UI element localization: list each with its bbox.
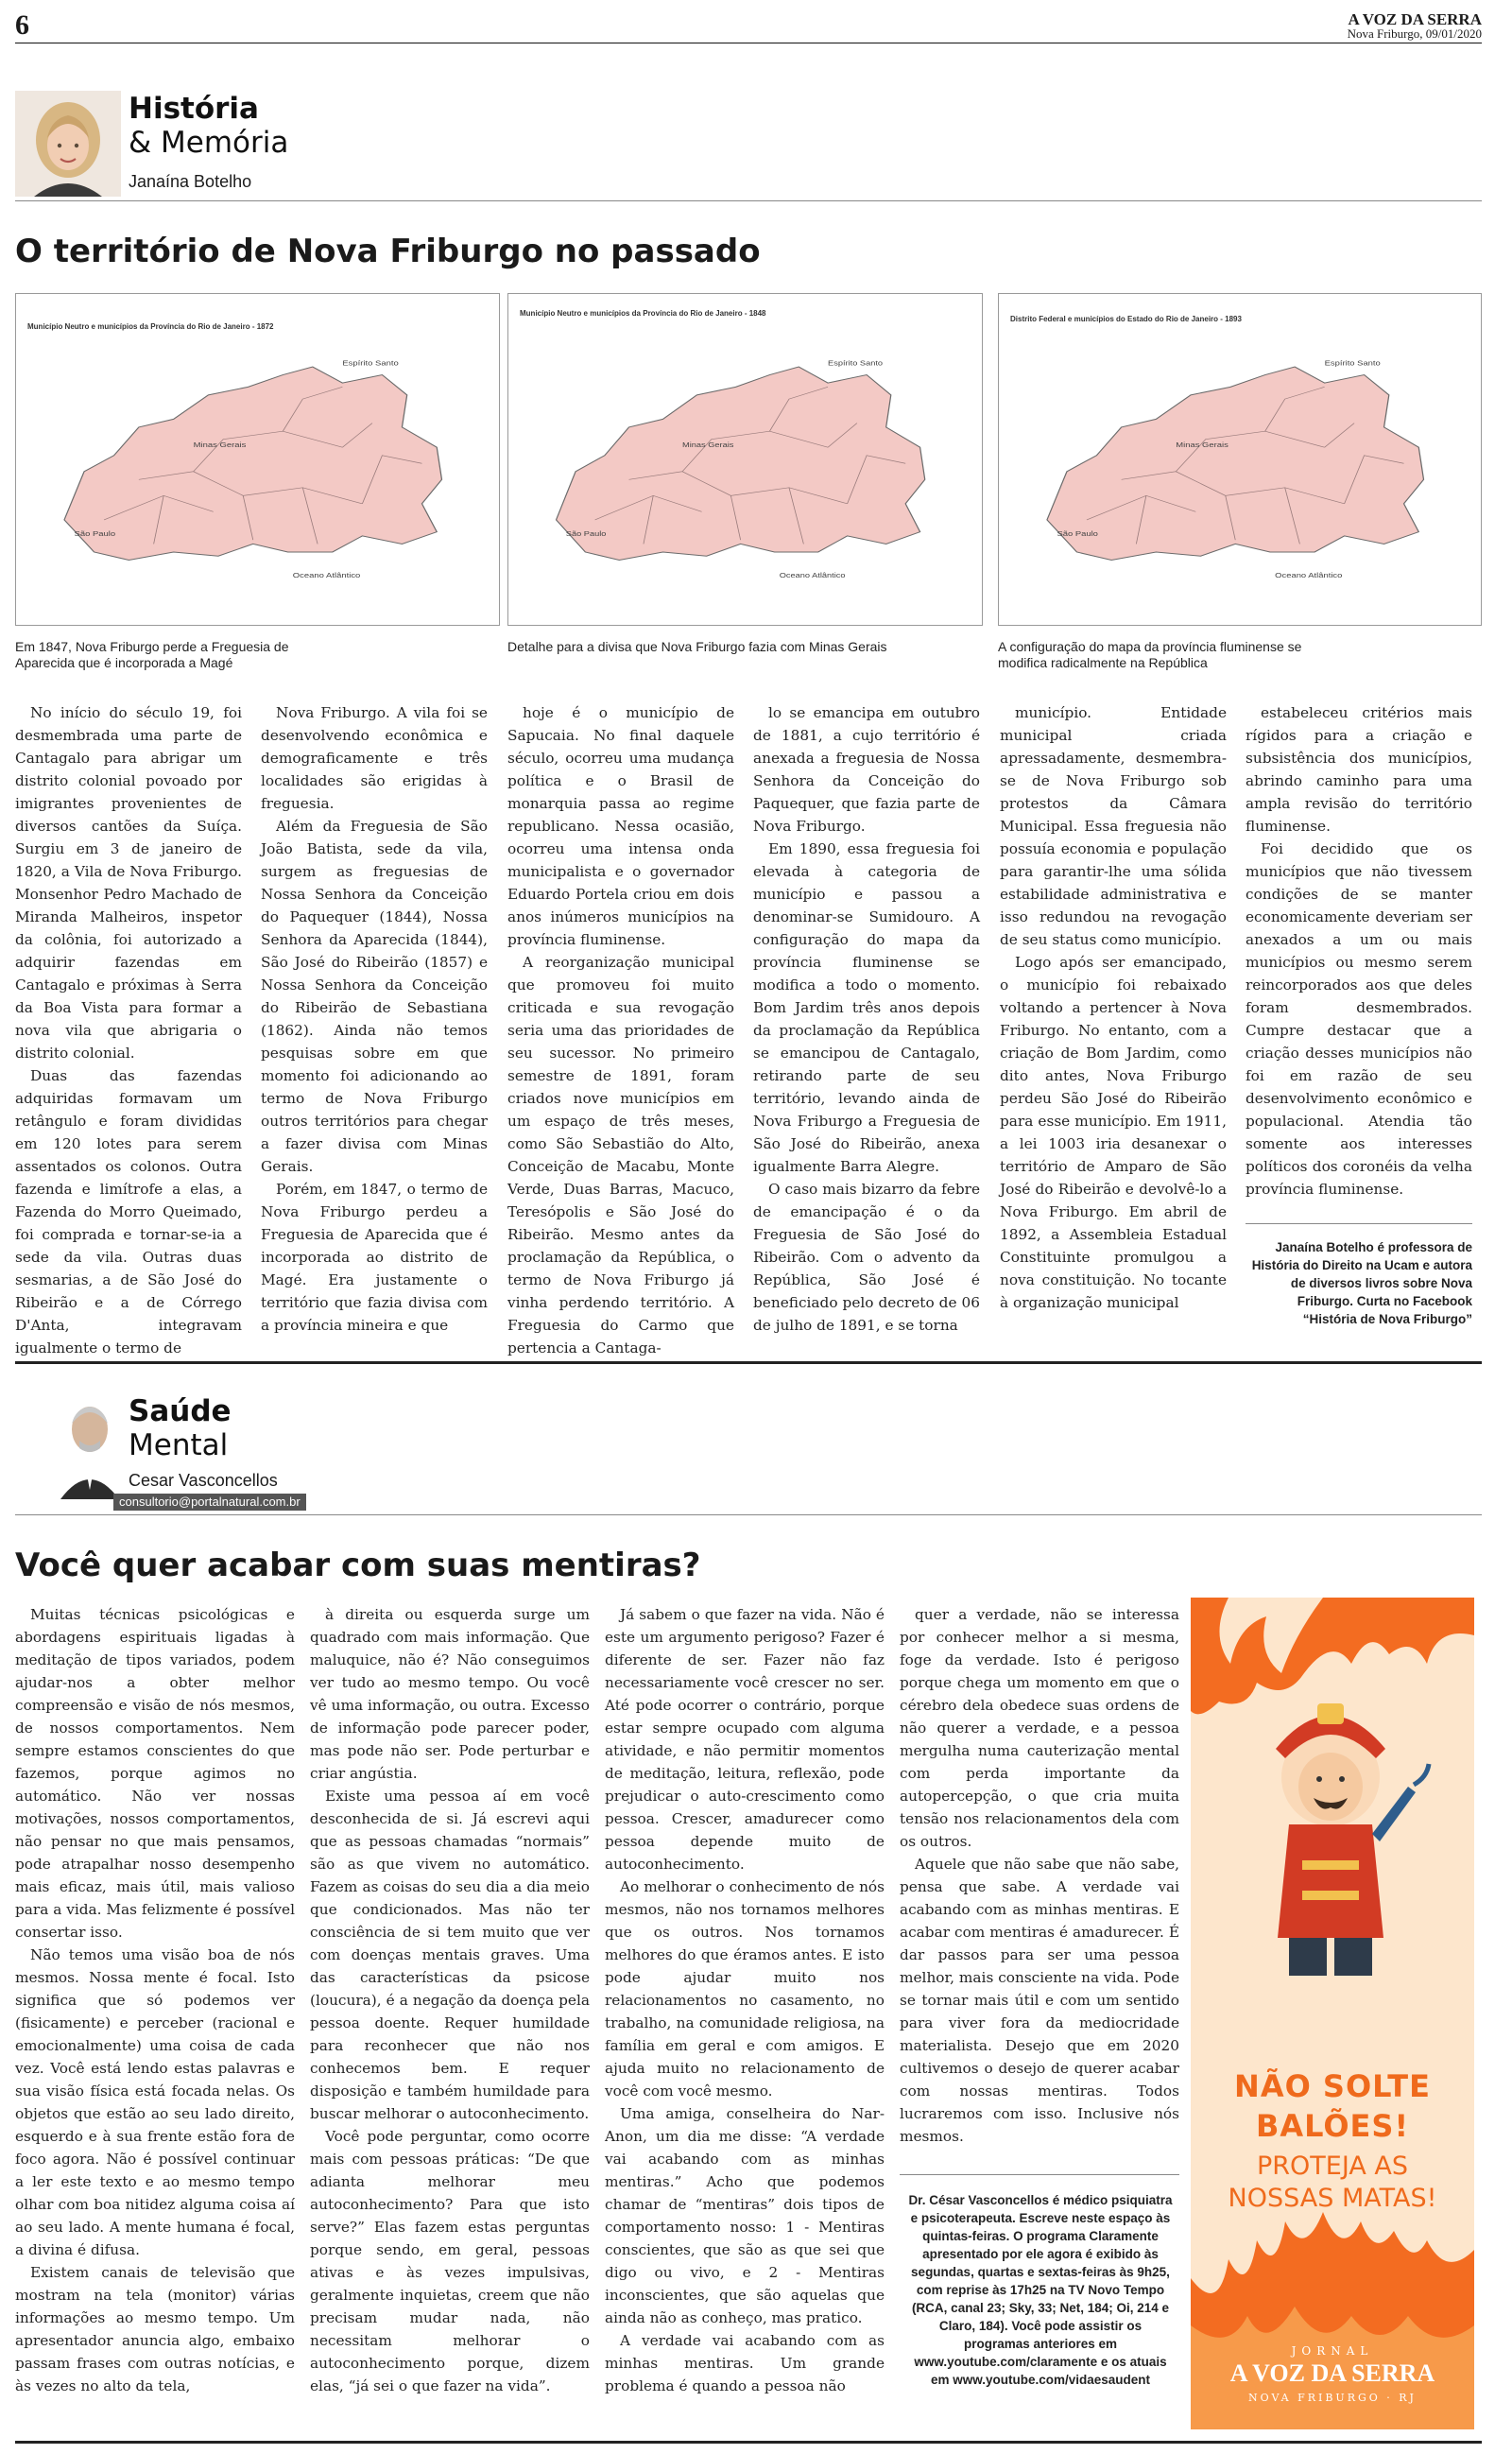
article-paragraph: hoje é o município de Sapucaia. No final daquele século, ocorreu uma mudança política e o Brasil de monarquia passa ao regime republicano. Nessa ocasião, ocorreu uma intensa onda municipalista e o governador Eduardo Portela criou em dois anos inúmeros municípios na província fluminense. [507, 704, 734, 948]
bio-divider [1246, 1223, 1472, 1224]
ad-logo-city: NOVA FRIBURGO · RJ [1248, 2392, 1417, 2404]
section-kicker-health: Saúde [129, 1394, 232, 1428]
article-column [1000, 701, 1227, 1314]
article-paragraph: Existe uma pessoa aí em você desconhecida de si. Já escrevi aqui que as pessoas chamadas “normais” são as que vivem no automático. Fazem as coisas do seu dia a dia meio que condicionados. Mas não ter consciência de si tem muito que ver com doenças mentais graves. Uma das características da psicose (loucura), é a negação da doença pela pessoa doente. Requer humildade para reconhecer que não nos conhecemos bem. E requer disposição e também humildade para buscar melhorar o autoconhecimento. [310, 1788, 590, 2122]
map-caption: Detalhe para a divisa que Nova Friburgo fazia com Minas Gerais [507, 639, 887, 654]
article-paragraph: lo se emancipa em outubro de 1881, a cujo território é anexada a freguesia de Nossa Senhora da Conceição do Paquequer, que fazia parte de Nova Friburgo. [753, 704, 980, 835]
ad-headline-2: BALÕES! [1255, 2108, 1410, 2144]
map-region-label: São Paulo [1057, 528, 1098, 538]
author-email[interactable]: consultorio@portalnatural.com.br [113, 1494, 306, 1511]
divider [15, 1514, 1482, 1515]
map-title: Município Neutro e municípios da Província do Rio de Janeiro - 1872 [27, 322, 274, 331]
bio-divider [900, 2174, 1179, 2175]
map-region-label: São Paulo [74, 528, 116, 538]
map-title: Distrito Federal e municípios do Estado do Rio de Janeiro - 1893 [1010, 315, 1242, 323]
map-1893 [998, 293, 1482, 626]
article-headline: O território de Nova Friburgo no passado [15, 233, 761, 270]
author-name: Cesar Vasconcellos [129, 1471, 278, 1490]
ad-headline-1: NÃO SOLTE [1234, 2068, 1431, 2104]
article-paragraph: Além da Freguesia de São João Batista, sede da vila, surgem as freguesias de Nossa Senhora da Conceição do Paquequer (1844), Nossa Senhora da Aparecida (1844), São José do Ribeirão (1857) e Nossa Senhora da Conceição do Ribeirão de Sebastiana (1862). Ainda não temos pesquisas sobre em que momento foi adicionando ao termo de Nova Friburgo outros territórios para chegar a fazer divisa com Minas Gerais. [261, 818, 488, 1175]
map-caption: A configuração do mapa da província fluminense se modifica radicalmente na República [998, 639, 1302, 670]
campaign-advertisement [1191, 1598, 1474, 2429]
page-header [15, 11, 1482, 43]
map-region-label: Oceano Atlântico [1275, 571, 1343, 580]
section-kicker-memory: & Memória [129, 126, 289, 160]
state-outline [557, 367, 925, 560]
page-bottom-rule [15, 2441, 1482, 2444]
article-paragraph: Já sabem o que fazer na vida. Não é este um argumento perigoso? Fazer é diferente de ser. Fazer não faz necessariamente você crescer no ser. Até pode ocorrer o contrário, porque estar sempre ocupado com alguma atividade, e não permitir momentos de meditação, leitura, reflexão, pode prejudicar o auto-crescimento como pessoa. Crescer, amadurecer como pessoa depende muito de autoconhecimento. [605, 1606, 885, 1873]
article-headline: Você quer acabar com suas mentiras? [15, 1547, 701, 1584]
map-region-label: Espírito Santo [1324, 358, 1381, 368]
map-1872 [15, 293, 500, 626]
article-paragraph: Logo após ser emancipado, o município foi rebaixado voltando a pertencer à Nova Friburgo. No entanto, com a criação de Bom Jardim, como dito antes, Nova Friburgo perdeu São José do Ribeirão para esse município. Em 1911, a lei 1003 iria desanexar o território de Amparo de São José do Ribeirão e devolvê-lo a Nova Friburgo. Em abril de 1892, a Assembleia Estadual Constituinte promulgou a nova constituição. No tocante à organização municipal [1000, 954, 1227, 1311]
masthead [1348, 11, 1482, 41]
article-paragraph: Ao melhorar o conhecimento de nós mesmos, não nos tornamos melhores que os outros. Nos tornamos melhores do que éramos antes. E isto pode ajudar muito nos relacionamentos no casamento, no trabalho, na comunidade religiosa, na família em geral e com amigos. E ajuda muito no relacionamento de você com você mesmo. [605, 1878, 885, 2100]
state-outline [64, 367, 441, 560]
ad-logo-small: JORNAL [1291, 2344, 1374, 2358]
author-name: Janaína Botelho [129, 172, 252, 191]
author-photo-cesar [57, 1395, 123, 1499]
map-region-label: São Paulo [565, 528, 607, 538]
article-paragraph: Nova Friburgo. A vila foi se desenvolvendo econômica e demograficamente e três localidades são erigidas à freguesia. [261, 704, 488, 812]
article-column [900, 1603, 1179, 2148]
article-column [605, 1603, 885, 2397]
state-map-graphic [999, 294, 1481, 625]
article-paragraph: O caso mais bizarro da febre de emancipação é o da Freguesia de São José do Ribeirão. Com o advento da República, São José é beneficiado pelo decreto de 06 de julho de 1891, e se torna [753, 1181, 980, 1334]
page-number: 6 [15, 9, 29, 41]
article-paragraph: Duas das fazendas adquiridas formavam um retângulo e foram divididas em 120 lotes para serem assentados os colonos. Outra fazenda e limítrofe a elas, a Fazenda do Morro Queimado, foi comprada e tornar-se-ia a sede da vila. Outras duas sesmarias, a de São José do Ribeirão e a de Córrego D'Anta, integravam igualmente o termo de [15, 1067, 242, 1357]
map-region-label: Oceano Atlântico [779, 570, 846, 580]
ad-logo: A VOZ DA SERRA [1229, 2359, 1435, 2387]
article-column [15, 1603, 295, 2397]
state-map-graphic [16, 294, 499, 625]
author-bio: Janaína Botelho é professora de História do Direito na Ucam e autora de diversos livros sobre Nova Friburgo. Curta no Facebook “História de Nova Friburgo” [1251, 1240, 1472, 1326]
map-title: Município Neutro e municípios da Província do Rio de Janeiro - 1848 [520, 309, 766, 318]
map-1848 [507, 293, 983, 626]
article-paragraph: A verdade vai acabando com as minhas mentiras. Um grande problema é quando a pessoa não [605, 2332, 885, 2394]
article-paragraph: Aquele que não sabe que não sabe, pensa que sabe. A verdade vai acabando com as minhas mentiras. E acabar com mentiras é amadurecer. É dar passos para ser uma pessoa melhor, mais consciente na vida. Pode se tornar mais útil e com um sentido para viver fora da mediocridade materialista. Desejo que em 2020 cultivemos o desejo de querer acabar com nossas mentiras. Todos lucraremos com isso. Inclusive nós mesmos. [900, 1856, 1179, 2145]
article-column [507, 701, 734, 1359]
map-region-label: Minas Gerais [193, 441, 247, 450]
ad-subline-1: PROTEJA AS [1257, 2152, 1408, 2181]
article-paragraph: Porém, em 1847, o termo de Nova Friburgo perdeu a Freguesia de Aparecida que é incorporada ao distrito de Magé. Era justamente o território que fazia divisa com a província mineira e que [261, 1181, 488, 1334]
article-paragraph: Você pode perguntar, como ocorre mais com pessoas práticas: “De que adianta melhorar meu autoconhecimento? Para que isto serve?” Elas fazem estas perguntas porque sendo, em geral, pessoas ativas e às vezes impulsivas, geralmente inquietas, creem que não precisam mudar nada, não necessitam melhorar o autoconhecimento porque, dizem elas, “já sei o que fazer na vida”. [310, 2128, 590, 2394]
flames-illustration [1191, 1598, 1474, 2429]
ad-subline-2: NOSSAS MATAS! [1228, 2184, 1437, 2213]
article-paragraph: Muitas técnicas psicológicas e abordagens espirituais ligadas à meditação de tipos variados, podem ajudar-nos a obter melhor compreensão e visão de nós mesmos, de nossos comportamentos. Nem sempre estamos conscientes do que fazemos, porque agimos no automático. Não ver nossas motivações, nossos comportamentos, não pensar no que mais pensamos, pode atrapalhar nosso desempenho mais eficaz, mais útil, mais valioso para a vida. Mas felizmente é possível consertar isso. [15, 1606, 295, 1941]
state-map-graphic [508, 294, 982, 625]
state-outline [1047, 367, 1424, 560]
newspaper-name: A VOZ DA SERRA [1348, 10, 1482, 28]
section-kicker-history: História [129, 92, 259, 126]
article-column [753, 701, 980, 1337]
divider [15, 200, 1482, 201]
map-region-label: Espírito Santo [342, 358, 399, 368]
author-photo-janaina [15, 91, 121, 197]
article-paragraph: Uma amiga, conselheira do Nar-Anon, um dia me disse: “A verdade vai acabando com as minhas mentiras.” Acho que podemos chamar de “mentiras” dois tipos de comportamento nosso: 1 - Mentiras conscientes, que são as que sei que digo ou vivo, e 2 - Mentiras inconscientes, que são aquelas que ainda não as conheço, mas pratico. [605, 2105, 885, 2326]
map-region-label: Minas Gerais [1176, 441, 1228, 450]
section-divider [15, 1361, 1482, 1364]
article-paragraph: Não temos uma visão boa de nós mesmos. Nossa mente é focal. Isto significa que só podemos ver (fisicamente) e perceber (racional e emocionalmente) uma coisa de cada vez. Você está lendo estas palavras e sua visão física está focada nelas. Os objetos que estão ao seu lado direito, esquerdo e à sua frente estão fora de foco agora. Não é possível continuar a ler este texto e ao mesmo tempo olhar com boa nitidez alguma coisa aí ao seu lado. A mente humana é focal, a divina é difusa. [15, 1946, 295, 2258]
article-paragraph: Foi decidido que os municípios que não tivessem condições de se manter economicamente deveriam ser anexados a um ou mais municípios ou mesmo serem reincorporados aos que deles foram desmembrados. Cumpre destacar que a criação desses municípios não foi em razão de seu desenvolvimento econômico e populacional. Atendia tão somente aos interesses políticos dos coronéis da velha província fluminense. [1246, 840, 1472, 1198]
article-paragraph: estabeleceu critérios mais rígidos para a criação e subsistência dos municípios, abrindo caminho para uma ampla revisão do território fluminense. [1246, 704, 1472, 835]
article-column [15, 701, 242, 1359]
article-paragraph: Em 1890, essa freguesia foi elevada à categoria de município e passou a denominar-se Sumidouro. A configuração do mapa da província fluminense se modifica a todo o momento. Bom Jardim três anos depois da proclamação da República se emancipou de Cantagalo, retirando parte de seu território, levando ainda de Nova Friburgo a Freguesia de São José do Ribeirão, anexa igualmente Barra Alegre. [753, 840, 980, 1175]
article-paragraph: A reorganização municipal que promoveu foi muito criticada e sua revogação seria uma das prioridades de seu sucessor. No primeiro semestre de 1891, foram criados nove municípios em um espaço de três meses, como São Sebastião do Alto, Conceição de Macabu, Monte Verde, Duas Barras, Macuco, Teresópolis e São José do Ribeirão. Mesmo antes da proclamação da República, o termo de Nova Friburgo já vinha perdendo território. A Freguesia do Carmo que pertencia a Cantaga- [507, 954, 734, 1357]
article-column [261, 701, 488, 1337]
article-paragraph: No início do século 19, foi desmembrada uma parte de Cantagalo para abrigar um distrito colonial povoado por imigrantes provenientes de diversos cantões da Suíça. Surgiu em 3 de janeiro de 1820, a Vila de Nova Friburgo. Monsenhor Pedro Machado de Miranda Malheiros, inspetor da colônia, foi autorizado a adquirir fazendas em Cantagalo e próximas à Serra da Boa Vista para formar a nova vila que abrigaria o distrito colonial. [15, 704, 242, 1062]
article-paragraph: município. Entidade municipal criada apressadamente, desmembra-se de Nova Friburgo sob protestos da Câmara Municipal. Essa freguesia não possuía economia e população para garantir-lhe uma sólida estabilidade administrativa e isso redundou na revogação de seu status como município. [1000, 704, 1227, 948]
map-caption: Em 1847, Nova Friburgo perde a Freguesia de Aparecida que é incorporada a Magé [15, 639, 289, 670]
section-kicker-mental: Mental [129, 1428, 229, 1462]
map-region-label: Espírito Santo [828, 358, 884, 368]
map-region-label: Minas Gerais [682, 440, 734, 450]
article-paragraph: Existem canais de televisão que mostram na tela (monitor) várias informações ao mesmo tempo. Um apresentador anuncia algo, embaixo passam frases com outras notícias, e às vezes no alto da tela, [15, 2264, 295, 2394]
article-column [1246, 701, 1472, 1201]
article-paragraph: quer a verdade, não se interessa por conhecer melhor a si mesma, foge da verdade. Isto é perigoso porque chega um momento em que o cérebro dela obedece suas ordens de não querer a verdade, e a pessoa mergulha numa cauterização mental com perda importante da autopercepção, o que cria muita tensão nos relacionamentos dela com os outros. [900, 1606, 1179, 1850]
map-region-label: Oceano Atlântico [292, 571, 361, 580]
article-paragraph: à direita ou esquerda surge um quadrado com mais informação. Que maluquice, não é? Não conseguimos ver tudo ao mesmo tempo. Ou você vê uma informação, ou outra. Excesso de informação pode parecer poder, mas pode não ser. Pode perturbar e criar angústia. [310, 1606, 590, 1782]
author-bio: Dr. César Vasconcellos é médico psiquiatra e psicoterapeuta. Escreve neste espaço às quintas-feiras. O programa Claramente apresentado por ele agora é exibido às segundas, quartas e sextas-feiras às 9h25, com reprise às 17h25 na TV Novo Tempo (RCA, canal 23; Sky, 33; Net, 184; Oi, 214 e Claro, 184). Você pode assistir os programas anteriores em www.youtube.com/claramente e os atuais em www.youtube.com/vidaesaudent [908, 2193, 1173, 2387]
dateline: Nova Friburgo, 09/01/2020 [1347, 26, 1482, 41]
article-column [310, 1603, 590, 2397]
